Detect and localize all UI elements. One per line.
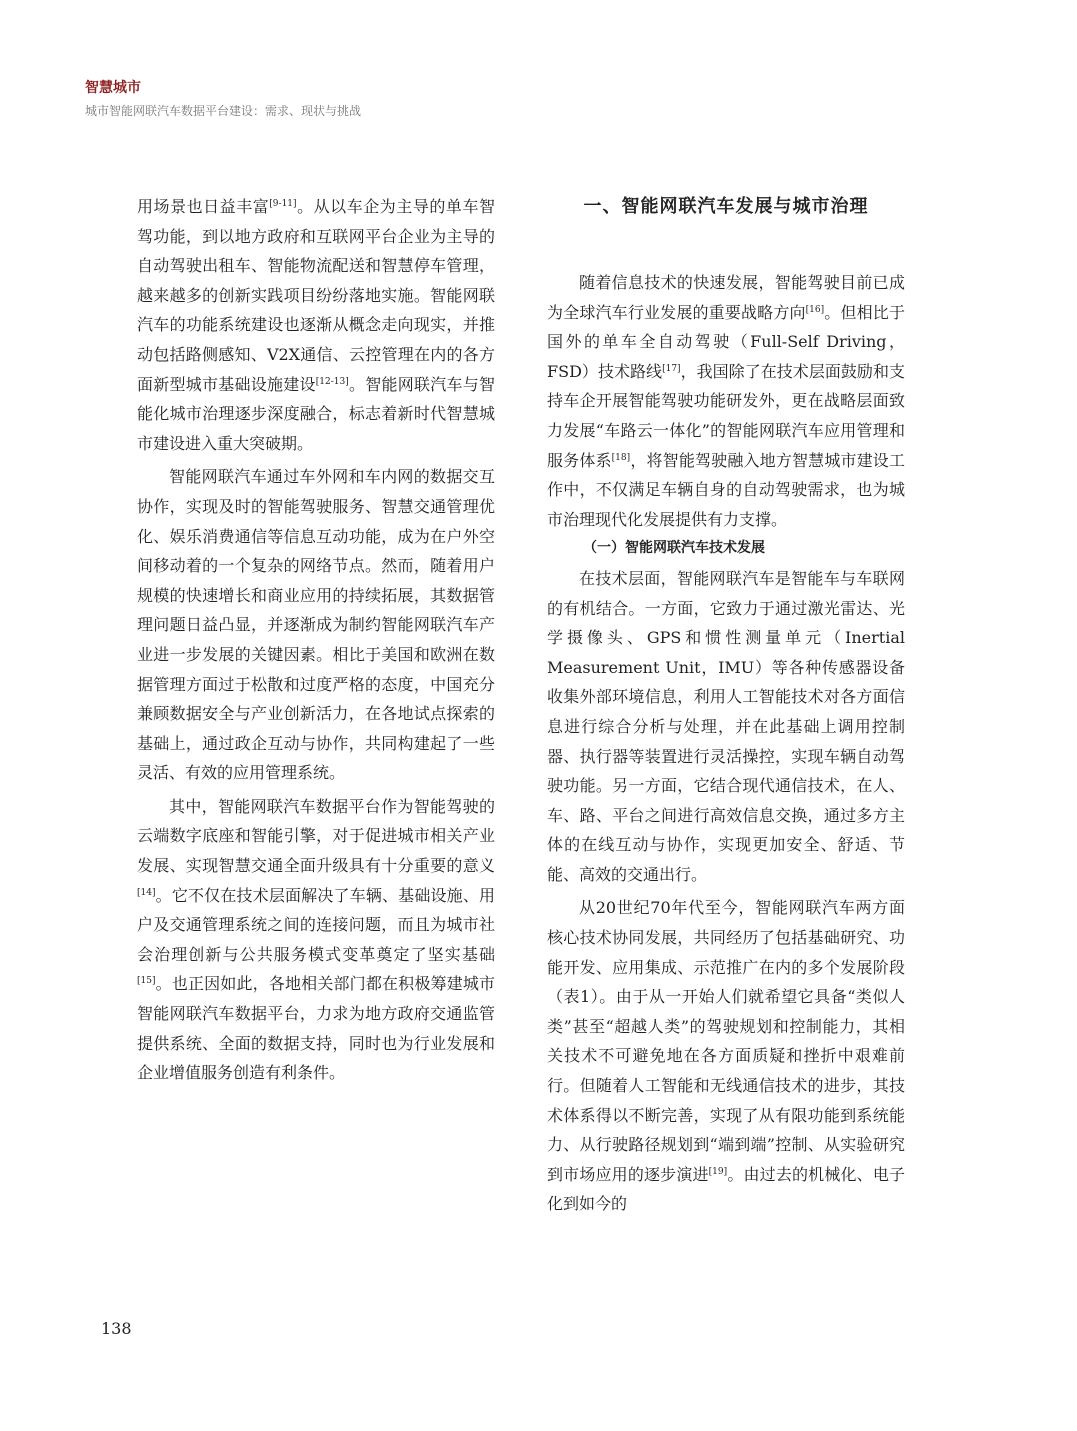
journal-section-name: 智慧城市 bbox=[85, 80, 141, 96]
subsection-heading: （一）智能网联汽车技术发展 bbox=[583, 540, 765, 557]
page-number: 138 bbox=[101, 1319, 132, 1338]
citation-ref: [15] bbox=[137, 976, 156, 987]
running-header bbox=[85, 78, 361, 120]
paragraph: 其中，智能网联汽车数据平台作为智能驾驶的云端数字底座和智能引擎，对于促进城市相关产业发展、实现智慧交通全面升级具有十分重要的意义[14]。它不仅在技术层面解决了车辆、基础设施、用户及交通管理系统之间的连接问题，而且为城市社会治理创新与公共服务模式变革奠定了坚实基础[15]。也正因如此，各地相关部门都在积极筹建城市智能网联汽车数据平台，力求为地方政府交通监管提供系统、全面的数据支持，同时也为行业发展和企业增值服务创造有利条件。 bbox=[137, 796, 495, 1083]
citation-ref: [12-13] bbox=[315, 376, 349, 387]
citation-ref: [9-11] bbox=[269, 199, 297, 209]
paragraph: 用场景也日益丰富[9-11]。从以车企为主导的单车智驾功能，到以地方政府和互联网平台企业为主导的自动驾驶出租车、智能物流配送和智慧停车管理，越来越多的创新实践项目纷纷落地实施。智能网联汽车的功能系统建设也逐渐从概念走向现实，并推动包括路侧感知、V2X通信、云控管理在内的各方面新型城市基础设施建设[12-13]。智能网联汽车与智能化城市治理逐步深度融合，标志着新时代智慧城市建设进入重大突破期。 bbox=[137, 197, 495, 453]
citation-ref: [18] bbox=[611, 452, 631, 463]
citation-ref: [19] bbox=[708, 1166, 728, 1177]
right-column bbox=[547, 192, 905, 1219]
citation-ref: [14] bbox=[137, 887, 156, 898]
paragraph: 从20世纪70年代至今，智能网联汽车两方面核心技术协同发展，共同经历了包括基础研究、功能开发、应用集成、示范推广在内的多个发展阶段（表1）。由于从一开始人们就希望它具备“类似人类”甚至“超越人类”的驾驶规划和控制能力，其相关技术不可避免地在各方面质疑和挫折中艰难前行。但随着人工智能和无线通信技术的进步，其技术体系得以不断完善，实现了从有限功能到系统能力、从行驶路径规划到“端到端”控制、从实验研究到市场应用的逐步演进[19]。由过去的机械化、电子化到如今的 bbox=[547, 898, 905, 1214]
citation-ref: [17] bbox=[662, 363, 681, 374]
paragraph: 随着信息技术的快速发展，智能驾驶目前已成为全球汽车行业发展的重要战略方向[16]。但相比于国外的单车全自动驾驶（Full-Self Driving，FSD）技术路线[17]，我国除了在技术层面鼓励和支持车企开展智能驾驶功能研发外，更在战略层面致力发展“车路云一体化”的智能网联汽车应用管理和服务体系[18]，将智能驾驶融入地方智慧城市建设工作中，不仅满足车辆自身的自动驾驶需求，也为城市治理现代化发展提供有力支撑。 bbox=[547, 273, 905, 529]
citation-ref: [16] bbox=[805, 304, 825, 315]
section-heading: 一、智能网联汽车发展与城市治理 bbox=[583, 196, 869, 217]
paragraph: 在技术层面，智能网联汽车是智能车与车联网的有机结合。一方面，它致力于通过激光雷达、光学摄像头、GPS和惯性测量单元（Inertial Measurement Unit，IMU）等各种传感器设备收集外部环境信息，利用人工智能技术对各方面信息进行综合分析与处理，并在此基础上调用控制器、执行器等装置进行灵活操控，实现车辆自动驾驶功能。另一方面，它结合现代通信技术，在人、车、路、平台之间进行高效信息交换，通过多方主体的在线互动与协作，实现更加安全、舒适、节能、高效的交通出行。 bbox=[547, 568, 905, 884]
paragraph: 智能网联汽车通过车外网和车内网的数据交互协作，实现及时的智能驾驶服务、智慧交通管理优化、娱乐消费通信等信息互动功能，成为在户外空间移动着的一个复杂的网络节点。然而，随着用户规模的快速增长和商业应用的持续拓展，其数据管理问题日益凸显，并逐渐成为制约智能网联汽车产业进一步发展的关键因素。相比于美国和欧洲在数据管理方面过于松散和过度严格的态度，中国充分兼顾数据安全与产业创新活力，在各地试点探索的基础上，通过政企互动与协作，共同构建起了一些灵活、有效的应用管理系统。 bbox=[137, 467, 495, 783]
article-running-title: 城市智能网联汽车数据平台建设：需求、现状与挑战 bbox=[85, 104, 362, 118]
left-column bbox=[137, 192, 495, 1088]
